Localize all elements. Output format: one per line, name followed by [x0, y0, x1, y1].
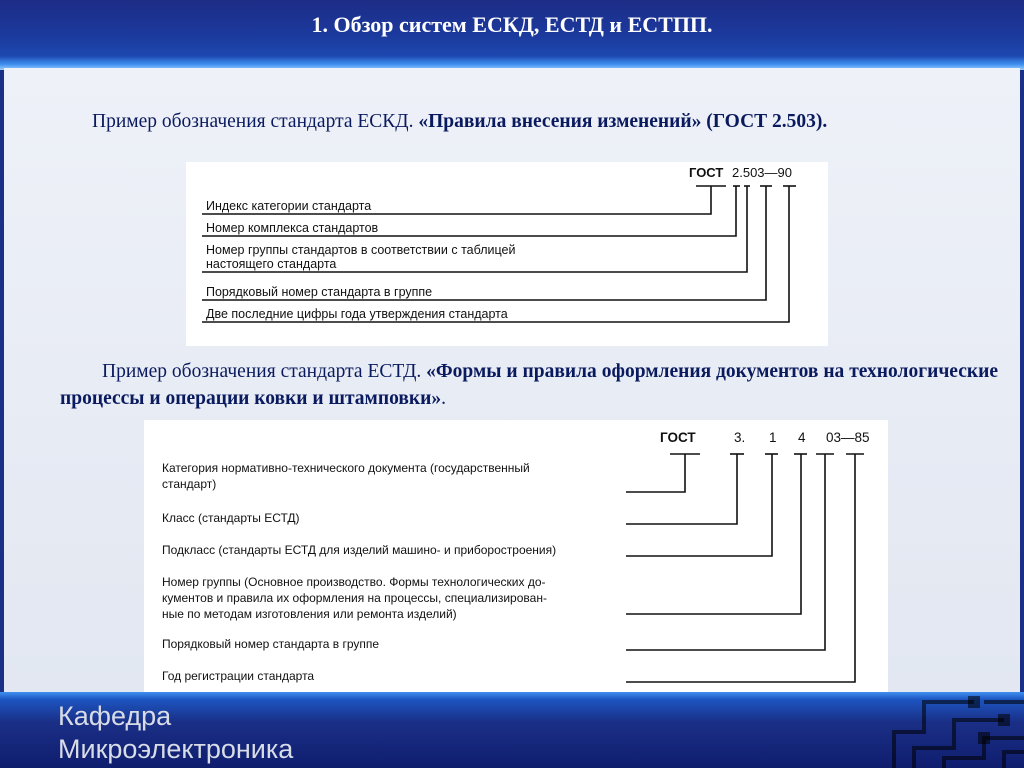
fig1-label: настоящего стандарта [206, 257, 337, 271]
fig2-code-number-year: 03—85 [826, 430, 870, 445]
fig1-code-number: 2.503—90 [732, 165, 792, 180]
figure-estd-diagram [144, 420, 888, 694]
slide-header [0, 0, 1024, 66]
fig1-code-gost: ГОСТ [689, 165, 724, 180]
fig1-label: Порядковый номер стандарта в группе [206, 285, 433, 299]
fig1-label: Номер комплекса стандартов [206, 221, 379, 235]
paragraph-eskd [52, 108, 992, 135]
fig1-label: Номер группы стандартов в соответствии с таблицей [206, 243, 516, 257]
fig2-leader-lines [626, 454, 864, 682]
slide-content [4, 68, 1020, 692]
slide-footer [0, 692, 1024, 768]
fig2-code-class: 3. [734, 430, 746, 445]
fig2-code-gost: ГОСТ [660, 430, 696, 445]
fig1-label: Две последние цифры года утверждения стандарта [206, 307, 508, 321]
fig2-label: ные по методам изготовления или ремонта изделий) [162, 607, 457, 621]
figure-eskd-designation [186, 162, 828, 346]
paragraph-estd-bold: «Формы и правила оформления документов на технологические процессы и операции ковки и штамповки» [60, 361, 998, 409]
fig1-label: Индекс категории стандарта [206, 199, 372, 213]
department-line-1: Кафедра [58, 701, 172, 731]
department-line-2: Микроэлектроника [58, 734, 294, 764]
paragraph-eskd-text: Пример обозначения стандарта ЕСКД. [92, 111, 419, 132]
fig2-code-subclass: 1 [769, 430, 777, 445]
fig2-label: Номер группы (Основное производство. Формы технологических до- [162, 575, 546, 589]
figure-eskd-diagram [186, 162, 828, 346]
fig2-code-group: 4 [798, 430, 806, 445]
fig2-label: Категория нормативно-технического документа (государственный [162, 461, 530, 475]
circuit-decoration-icon [884, 692, 1024, 768]
fig2-label: Порядковый номер стандарта в группе [162, 637, 380, 651]
department-name [58, 700, 293, 766]
fig2-label: Год регистрации стандарта [162, 669, 315, 683]
fig2-label: кументов и правила их оформления на процессы, специализирован- [162, 591, 547, 605]
slide-title: 1. Обзор систем ЕСКД, ЕСТД и ЕСТПП. [311, 12, 713, 37]
paragraph-estd [60, 358, 998, 412]
paragraph-estd-tail: . [441, 388, 446, 409]
figure-estd-designation [144, 420, 888, 694]
fig2-label: стандарт) [162, 477, 217, 491]
paragraph-estd-text: Пример обозначения стандарта ЕСТД. [102, 361, 427, 382]
paragraph-eskd-bold: «Правила внесения изменений» (ГОСТ 2.503). [418, 111, 828, 132]
fig2-label: Подкласс (стандарты ЕСТД для изделий машино- и приборостроения) [162, 543, 557, 557]
fig2-label: Класс (стандарты ЕСТД) [162, 511, 300, 525]
